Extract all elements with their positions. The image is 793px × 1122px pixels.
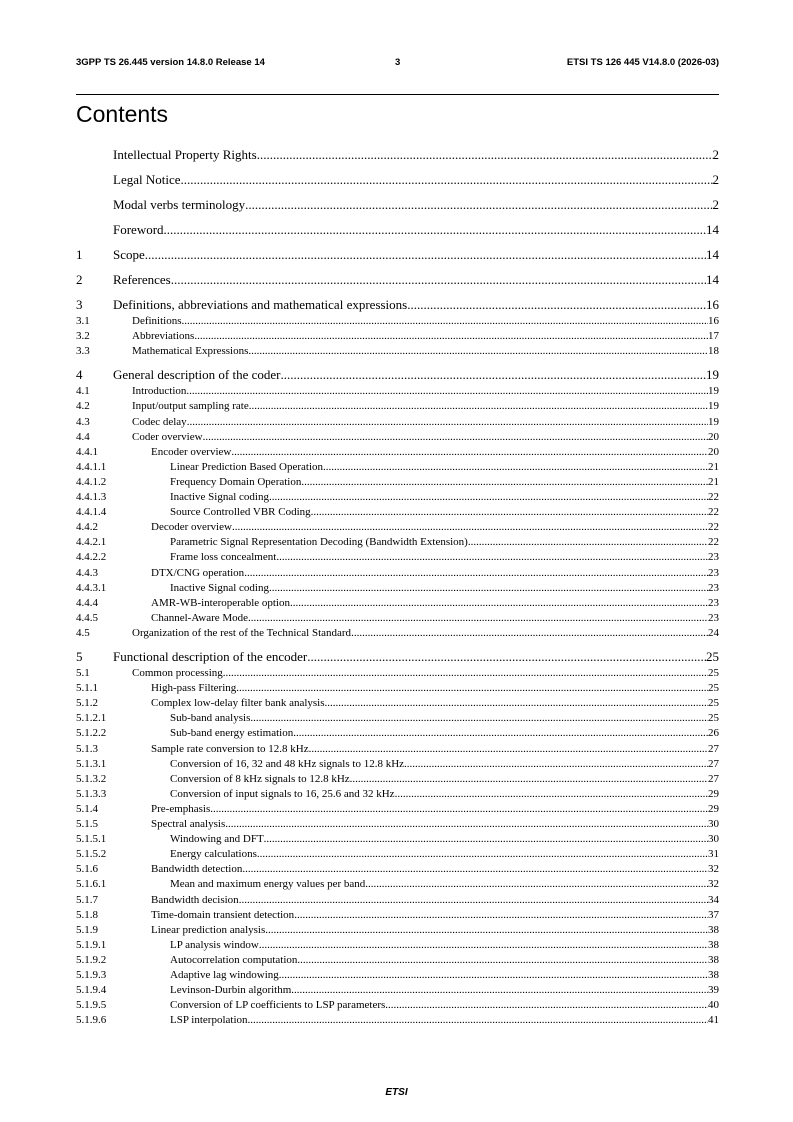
toc-entry[interactable]: [76, 445, 719, 460]
toc-dot-leader: [269, 490, 708, 505]
footer-etsi: ETSI: [385, 1087, 408, 1098]
toc-entry-page: 23: [708, 596, 719, 609]
toc-entry-title: Input/output sampling rate: [132, 400, 249, 413]
toc-dot-leader: [244, 566, 708, 581]
header-etsi-reference: ETSI TS 126 445 V14.8.0 (2026-03): [566, 57, 719, 68]
toc-entry-number: 3: [76, 297, 83, 312]
toc-entry-title: Frame loss concealment: [170, 551, 277, 564]
toc-entry-title: High-pass Filtering: [151, 682, 237, 695]
toc-dot-leader: [145, 247, 706, 263]
toc-entry-number: 5.1.6.1: [76, 878, 107, 891]
toc-dot-leader: [249, 399, 708, 414]
toc-dot-leader: [164, 222, 706, 238]
toc-entry-title: Energy calculations: [170, 848, 257, 861]
toc-entry-number: 5.1: [76, 667, 90, 679]
toc-entry-page: 23: [708, 566, 719, 579]
toc-entry-page: 25: [708, 682, 719, 695]
toc-entry[interactable]: [76, 787, 719, 802]
toc-dot-leader: [269, 581, 708, 596]
toc-entry-page: 19: [708, 415, 719, 428]
toc-entry[interactable]: [76, 430, 719, 445]
toc-entry-page: 41: [708, 1014, 719, 1027]
toc-dot-leader: [264, 832, 708, 847]
toc-entry-title: Sample rate conversion to 12.8 kHz: [151, 742, 309, 755]
toc-entry-number: 4: [76, 367, 83, 383]
toc-entry-title: Time-domain transient detection: [151, 908, 295, 921]
toc-entry[interactable]: [76, 983, 719, 998]
toc-entry-title: Pre-emphasis: [151, 802, 211, 815]
toc-dot-leader: [297, 953, 708, 968]
toc-dot-leader: [294, 908, 708, 923]
page-title: Contents: [76, 101, 169, 127]
toc-entry[interactable]: [76, 862, 719, 877]
toc-entry-number: 5.1.5.2: [76, 848, 107, 861]
toc-dot-leader: [291, 983, 708, 998]
toc-entry-number: 5.1.9.5: [76, 999, 107, 1012]
toc-entry-title: Linear prediction analysis: [151, 923, 266, 936]
toc-entry-page: 25: [708, 697, 719, 710]
toc-entry-page: 2: [712, 197, 719, 212]
toc-entry-title: Source Controlled VBR Coding: [170, 506, 311, 519]
toc-entry-title: Frequency Domain Operation: [170, 475, 302, 488]
toc-dot-leader: [248, 611, 708, 626]
toc-entry-number: 5.1.2.1: [76, 712, 107, 725]
toc-entry[interactable]: [76, 696, 719, 711]
toc-entry-page: 16: [706, 297, 719, 312]
toc-dot-leader: [385, 998, 708, 1013]
toc-dot-leader: [231, 445, 708, 460]
toc-entry[interactable]: [76, 711, 719, 726]
toc-dot-leader: [182, 314, 709, 329]
toc-entry-title: Windowing and DFT: [170, 833, 264, 846]
toc-dot-leader: [293, 726, 708, 741]
toc-entry-title: Conversion of 16, 32 and 48 kHz signals to 12.8 kHz: [170, 757, 405, 770]
toc-entry-title: Encoder overview: [151, 445, 232, 458]
toc-entry-number: 5.1.7: [76, 893, 98, 906]
toc-dot-leader: [232, 520, 708, 535]
toc-entry-number: 5.1.3.1: [76, 757, 107, 770]
toc-entry[interactable]: [76, 968, 719, 983]
toc-entry-number: 5.1.3.2: [76, 772, 107, 785]
toc-entry[interactable]: [76, 626, 719, 641]
toc-entry-title: Sub-band energy estimation: [170, 727, 294, 740]
toc-dot-leader: [257, 147, 713, 163]
header-rule: [76, 94, 719, 95]
toc-entry-number: 5.1.3.3: [76, 787, 107, 800]
toc-entry-title: DTX/CNG operation: [151, 566, 245, 579]
toc-entry[interactable]: [76, 802, 719, 817]
toc-entry-page: 23: [708, 581, 719, 594]
toc-entry[interactable]: [76, 908, 719, 923]
toc-entry[interactable]: [76, 923, 719, 938]
toc-entry[interactable]: [76, 460, 719, 475]
toc-dot-leader: [350, 772, 708, 787]
toc-entry[interactable]: [76, 272, 719, 288]
toc-entry-number: 4.4.1.3: [76, 491, 107, 503]
toc-entry-page: 19: [708, 385, 719, 398]
toc-entry-number: 5.1.2.2: [76, 727, 107, 740]
toc-entry-title: Spectral analysis: [151, 818, 226, 830]
toc-entry-number: 4.4.1: [76, 445, 98, 458]
toc-entry-title: Foreword: [113, 222, 164, 237]
toc-entry-number: 5.1.5.1: [76, 833, 107, 846]
toc-dot-leader: [171, 272, 706, 288]
toc-dot-leader: [245, 197, 712, 213]
toc-entry-page: 27: [708, 742, 719, 755]
toc-entry-title: LP analysis window: [170, 938, 259, 951]
toc-dot-leader: [194, 329, 708, 344]
toc-entry-number: 1: [76, 247, 83, 262]
toc-entry-number: 5.1.9.4: [76, 984, 107, 997]
toc-entry[interactable]: [76, 520, 719, 535]
toc-entry-page: 25: [708, 712, 719, 725]
toc-dot-leader: [181, 172, 713, 188]
toc-entry-title: Functional description of the encoder: [113, 649, 308, 664]
toc-dot-leader: [290, 596, 708, 611]
toc-entry-number: 5.1.2: [76, 697, 98, 710]
toc-entry-page: 30: [708, 818, 719, 830]
toc-entry[interactable]: [76, 742, 719, 757]
toc-dot-leader: [468, 535, 708, 550]
toc-entry-title: Conversion of 8 kHz signals to 12.8 kHz: [170, 772, 350, 785]
toc-entry-page: 26: [708, 727, 719, 740]
toc-dot-leader: [186, 384, 708, 399]
toc-entry[interactable]: [76, 247, 719, 263]
toc-entry[interactable]: [76, 475, 719, 490]
toc-entry-number: 5.1.8: [76, 908, 98, 921]
toc-entry-number: 5.1.9.2: [76, 953, 107, 966]
toc-entry-page: 27: [708, 757, 719, 770]
toc-entry-page: 16: [708, 315, 719, 327]
toc-entry-number: 5: [76, 649, 83, 664]
toc-entry-title: Coder overview: [132, 430, 203, 443]
toc-entry-page: 19: [706, 367, 719, 383]
toc-entry-title: Inactive Signal coding: [170, 491, 269, 503]
toc-entry-number: 5.1.9.6: [76, 1014, 107, 1027]
toc-entry-title: Parametric Signal Representation Decoding (Bandwidth Extension): [170, 536, 468, 549]
toc-entry[interactable]: [76, 596, 719, 611]
toc-entry[interactable]: [76, 611, 719, 626]
page-header: [76, 57, 719, 71]
toc-dot-leader: [404, 757, 708, 772]
toc-entry-number: 4.2: [76, 400, 90, 413]
toc-entry-page: 22: [708, 506, 719, 519]
toc-entry-page: 38: [708, 938, 719, 951]
toc-entry-number: 4.4.4: [76, 596, 98, 609]
toc-dot-leader: [395, 787, 708, 802]
toc-entry-number: 5.1.4: [76, 802, 98, 815]
toc-entry[interactable]: [76, 222, 719, 238]
toc-entry-number: 4.4.1.2: [76, 475, 107, 488]
toc-entry[interactable]: [76, 367, 719, 383]
toc-dot-leader: [250, 711, 708, 726]
toc-entry-title: Mathematical Expressions: [132, 345, 249, 358]
toc-dot-leader: [301, 475, 708, 490]
toc-entry-number: 5.1.6: [76, 863, 98, 876]
toc-entry-page: 14: [706, 247, 719, 262]
toc-entry-title: Levinson-Durbin algorithm: [170, 984, 292, 997]
toc-dot-leader: [225, 817, 708, 832]
toc-entry-number: 4.4.2.2: [76, 551, 107, 564]
toc-entry-page: 24: [708, 626, 719, 639]
toc-entry[interactable]: [76, 1013, 719, 1028]
toc-entry-title: Definitions, abbreviations and mathematical expressions: [113, 297, 408, 312]
toc-entry-page: 17: [708, 330, 719, 343]
toc-dot-leader: [279, 968, 708, 983]
toc-entry-page: 2: [712, 172, 719, 187]
header-spec-version: 3GPP TS 26.445 version 14.8.0 Release 14: [76, 57, 265, 68]
toc-entry-title: Adaptive lag windowing: [170, 969, 279, 981]
toc-entry[interactable]: [76, 172, 719, 188]
toc-dot-leader: [203, 430, 708, 445]
toc-entry[interactable]: [76, 832, 719, 847]
toc-entry-page: 32: [708, 863, 719, 876]
toc-entry-title: Bandwidth decision: [151, 893, 239, 906]
toc-entry-number: 4.4.3: [76, 566, 98, 579]
toc-entry[interactable]: [76, 535, 719, 550]
toc-dot-leader: [187, 415, 708, 430]
toc-entry-page: 14: [706, 272, 719, 287]
toc-entry-number: 2: [76, 272, 83, 287]
toc-entry-title: Abbreviations: [132, 330, 195, 343]
toc-entry[interactable]: [76, 877, 719, 892]
toc-entry[interactable]: [76, 649, 719, 665]
toc-entry[interactable]: [76, 666, 719, 681]
toc-entry-page: 32: [708, 878, 719, 891]
toc-entry-title: Inactive Signal coding: [170, 581, 269, 594]
toc-entry[interactable]: [76, 817, 719, 832]
toc-entry-page: 38: [708, 923, 719, 936]
toc-entry-title: LSP interpolation: [170, 1014, 248, 1027]
toc-entry-number: 3.1: [76, 315, 90, 327]
toc-entry-number: 3.2: [76, 330, 90, 343]
toc-entry-page: 25: [708, 667, 719, 679]
toc-dot-leader: [407, 297, 706, 313]
toc-entry-title: Definitions: [132, 315, 182, 327]
toc-entry[interactable]: [76, 757, 719, 772]
toc-entry[interactable]: [76, 384, 719, 399]
toc-entry-page: 38: [708, 953, 719, 966]
toc-dot-leader: [365, 877, 708, 892]
toc-entry[interactable]: [76, 566, 719, 581]
toc-entry-page: 14: [706, 222, 719, 237]
toc-entry-page: 20: [708, 445, 719, 458]
toc-dot-leader: [280, 367, 706, 383]
toc-dot-leader: [242, 862, 708, 877]
toc-entry-page: 40: [708, 999, 719, 1012]
toc-entry[interactable]: [76, 938, 719, 953]
toc-entry[interactable]: [76, 681, 719, 696]
toc-entry-number: 5.1.1: [76, 682, 98, 695]
toc-entry-title: Autocorrelation computation: [170, 953, 298, 966]
toc-entry-page: 22: [708, 491, 719, 503]
toc-entry-title: References: [113, 272, 171, 287]
toc-entry-number: 4.3: [76, 415, 90, 428]
toc-dot-leader: [265, 923, 708, 938]
toc-entry-title: Sub-band analysis: [170, 712, 251, 725]
toc-entry-title: Codec delay: [132, 415, 187, 428]
toc-entry-page: 22: [708, 536, 719, 549]
toc-entry-page: 29: [708, 802, 719, 815]
toc-dot-leader: [307, 649, 706, 665]
toc-entry[interactable]: [76, 490, 719, 505]
toc-entry-number: 5.1.9: [76, 923, 98, 936]
toc-entry-page: 27: [708, 772, 719, 785]
toc-entry-page: 21: [708, 475, 719, 488]
toc-entry-page: 18: [708, 345, 719, 358]
toc-entry-title: Legal Notice: [113, 172, 181, 187]
toc-entry-number: 5.1.5: [76, 818, 98, 830]
toc-entry-title: Conversion of LP coefficients to LSP parameters: [170, 999, 386, 1012]
toc-dot-leader: [323, 460, 708, 475]
toc-entry-title: Linear Prediction Based Operation: [170, 460, 324, 473]
toc-entry-page: 30: [708, 833, 719, 846]
toc-entry-page: 21: [708, 460, 719, 473]
toc-entry-number: 4.4.3.1: [76, 581, 107, 594]
toc-entry-title: Organization of the rest of the Technical Standard: [132, 626, 352, 639]
toc-entry-number: 4.4.2.1: [76, 536, 107, 549]
toc-entry-title: Intellectual Property Rights: [113, 147, 257, 162]
toc-entry-title: Complex low-delay filter bank analysis: [151, 697, 325, 710]
toc-entry-page: 22: [708, 521, 719, 534]
toc-entry-title: Mean and maximum energy values per band: [170, 878, 366, 891]
toc-entry-page: 37: [708, 908, 719, 921]
toc-dot-leader: [248, 1013, 708, 1028]
toc-dot-leader: [236, 681, 708, 696]
toc-entry-number: 4.4.5: [76, 611, 98, 624]
toc-entry[interactable]: [76, 772, 719, 787]
toc-entry-page: 25: [706, 649, 719, 664]
toc-entry[interactable]: [76, 581, 719, 596]
toc-entry-title: Bandwidth detection: [151, 863, 243, 876]
toc-entry[interactable]: [76, 344, 719, 359]
toc-entry-page: 20: [708, 430, 719, 443]
toc-entry[interactable]: [76, 893, 719, 908]
toc-entry[interactable]: [76, 998, 719, 1013]
toc-entry-number: 5.1.9.1: [76, 938, 107, 951]
toc-dot-leader: [325, 696, 708, 711]
toc-entry-title: Channel-Aware Mode: [151, 611, 249, 624]
toc-dot-leader: [257, 847, 708, 862]
toc-entry-title: Conversion of input signals to 16, 25.6 and 32 kHz: [170, 787, 395, 800]
toc-entry-page: 31: [708, 848, 719, 861]
toc-entry-title: Introduction: [132, 385, 187, 398]
toc-entry[interactable]: [76, 297, 719, 313]
toc-entry-page: 23: [708, 551, 719, 564]
toc-dot-leader: [311, 505, 708, 520]
toc-entry[interactable]: [76, 197, 719, 213]
toc-entry-number: 4.4.1.1: [76, 460, 107, 473]
toc-entry-page: 29: [708, 787, 719, 800]
toc-dot-leader: [210, 802, 708, 817]
toc-entry[interactable]: [76, 726, 719, 741]
toc-entry-number: 3.3: [76, 345, 90, 358]
toc-entry-number: 5.1.3: [76, 742, 98, 755]
toc-dot-leader: [351, 626, 708, 641]
toc-entry-page: 23: [708, 611, 719, 624]
toc-entry-title: Modal verbs terminology: [113, 197, 246, 212]
toc-entry[interactable]: [76, 399, 719, 414]
toc-entry-page: 34: [708, 893, 719, 906]
header-page-number: 3: [395, 57, 401, 68]
toc-entry-title: General description of the coder: [113, 367, 281, 383]
toc-entry-page: 38: [708, 969, 719, 981]
toc-entry-title: AMR-WB-interoperable option: [151, 596, 290, 609]
toc-entry[interactable]: [76, 550, 719, 565]
toc-entry-number: 5.1.9.3: [76, 969, 107, 981]
toc-entry-page: 2: [712, 147, 719, 162]
toc-entry-number: 4.4.1.4: [76, 506, 107, 519]
toc-entry-title: Common processing: [132, 667, 223, 679]
toc-entry[interactable]: [76, 415, 719, 430]
toc-entry-number: 4.5: [76, 626, 90, 639]
toc-dot-leader: [259, 938, 708, 953]
toc-dot-leader: [239, 893, 708, 908]
toc-entry-page: 39: [708, 984, 719, 997]
toc-entry-title: Scope: [113, 247, 145, 262]
toc-entry-number: 4.4: [76, 430, 90, 443]
toc-entry-page: 19: [708, 400, 719, 413]
toc-dot-leader: [223, 666, 708, 681]
toc-dot-leader: [248, 344, 708, 359]
toc-dot-leader: [309, 742, 708, 757]
toc-entry[interactable]: [76, 847, 719, 862]
toc-entry-number: 4.1: [76, 385, 90, 398]
toc-entry[interactable]: [76, 314, 719, 329]
toc-entry[interactable]: [76, 505, 719, 520]
toc-entry-number: 4.4.2: [76, 521, 98, 534]
toc-entry-title: Decoder overview: [151, 521, 232, 534]
toc-entry[interactable]: [76, 329, 719, 344]
toc-dot-leader: [276, 550, 708, 565]
toc-entry[interactable]: [76, 953, 719, 968]
toc-entry[interactable]: [76, 147, 719, 163]
